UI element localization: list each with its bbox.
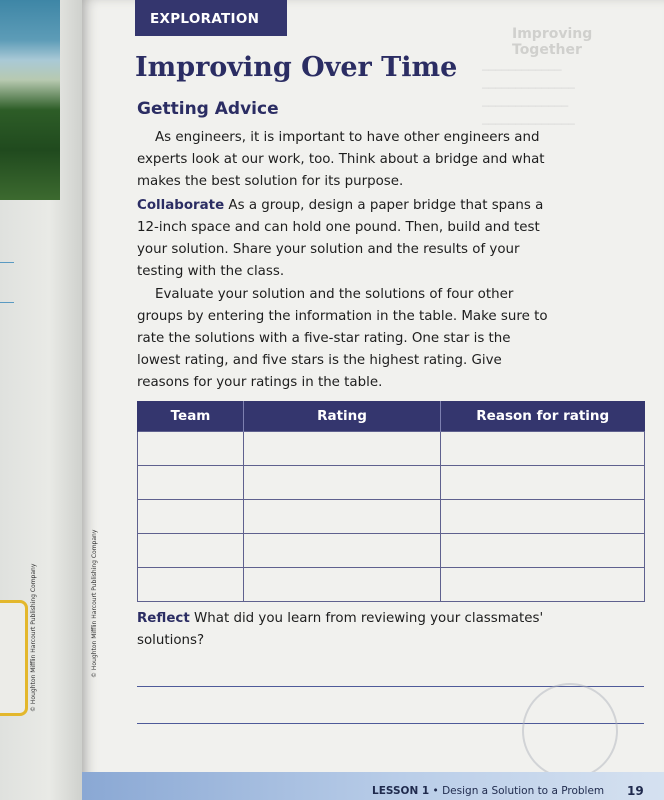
show-through-heading: Improving Together bbox=[512, 26, 593, 58]
table-row bbox=[138, 466, 645, 500]
team-cell[interactable] bbox=[138, 466, 244, 500]
reason-cell[interactable] bbox=[441, 500, 645, 534]
rating-cell[interactable] bbox=[244, 466, 441, 500]
rating-cell[interactable] bbox=[244, 432, 441, 466]
table-row bbox=[138, 568, 645, 602]
team-cell[interactable] bbox=[138, 500, 244, 534]
rating-cell[interactable] bbox=[244, 534, 441, 568]
bridge-photo-fragment bbox=[0, 0, 60, 200]
copyright-credit: © Houghton Mifflin Harcourt Publishing Company bbox=[91, 529, 98, 678]
table-row bbox=[138, 500, 645, 534]
page-footer bbox=[82, 772, 664, 800]
team-cell[interactable] bbox=[138, 534, 244, 568]
highlight-box-fragment bbox=[0, 600, 28, 716]
table-row bbox=[138, 432, 645, 466]
table-header-row bbox=[138, 401, 645, 432]
page-number: 19 bbox=[627, 784, 644, 798]
reason-cell[interactable] bbox=[441, 466, 645, 500]
reflect-text: What did you learn from reviewing your classmates' solutions? bbox=[137, 611, 544, 648]
reflect-label: Reflect bbox=[137, 611, 190, 626]
footer-lesson-label: LESSON 1 bbox=[372, 785, 430, 797]
reason-cell[interactable] bbox=[441, 534, 645, 568]
left-page-edge bbox=[0, 0, 82, 800]
footer-lesson-title: Design a Solution to a Problem bbox=[442, 785, 605, 797]
table-row bbox=[138, 534, 645, 568]
team-cell[interactable] bbox=[138, 568, 244, 602]
reason-cell[interactable] bbox=[441, 568, 645, 602]
team-cell[interactable] bbox=[138, 432, 244, 466]
left-page-credit: © Houghton Mifflin Harcourt Publishing Company bbox=[30, 563, 37, 712]
section-subtitle: Getting Advice bbox=[137, 99, 279, 119]
answer-line-fragment bbox=[0, 302, 14, 303]
collaborate-paragraph bbox=[137, 195, 557, 283]
header-reason: Reason for rating bbox=[441, 401, 645, 432]
header-rating: Rating bbox=[244, 401, 441, 432]
page-title: Improving Over Time bbox=[135, 52, 458, 83]
footer-separator: • bbox=[432, 785, 439, 797]
workbook-page bbox=[82, 0, 664, 800]
footer-lesson-info bbox=[372, 785, 604, 797]
collaborate-label: Collaborate bbox=[137, 198, 225, 213]
reason-cell[interactable] bbox=[441, 432, 645, 466]
rating-cell[interactable] bbox=[244, 568, 441, 602]
collaborate-text: As a group, design a paper bridge that spans a 12-inch space and can hold one pound. Then, build and test your solution. Share your solution and the results of your testing with the class. bbox=[137, 198, 544, 279]
show-through-text: ──────────── ────────────── ───────────── ────────────── bbox=[482, 64, 575, 131]
reflect-paragraph bbox=[137, 608, 577, 652]
answer-line-fragment bbox=[0, 262, 14, 263]
section-tag: EXPLORATION bbox=[135, 0, 287, 36]
evaluate-paragraph: Evaluate your solution and the solutions of four other groups by entering the information in the table. Make sure to rate the solutions with a five-star rating. One star is the lowest rating, and five stars is the highest rating. Give reasons for your ratings in the table. bbox=[137, 287, 548, 390]
intro-paragraph: As engineers, it is important to have other engineers and experts look at our work, too. Think about a bridge and what makes the best solution for its purpose. bbox=[137, 130, 545, 189]
header-team: Team bbox=[138, 401, 244, 432]
rating-table bbox=[137, 401, 645, 602]
rating-cell[interactable] bbox=[244, 500, 441, 534]
